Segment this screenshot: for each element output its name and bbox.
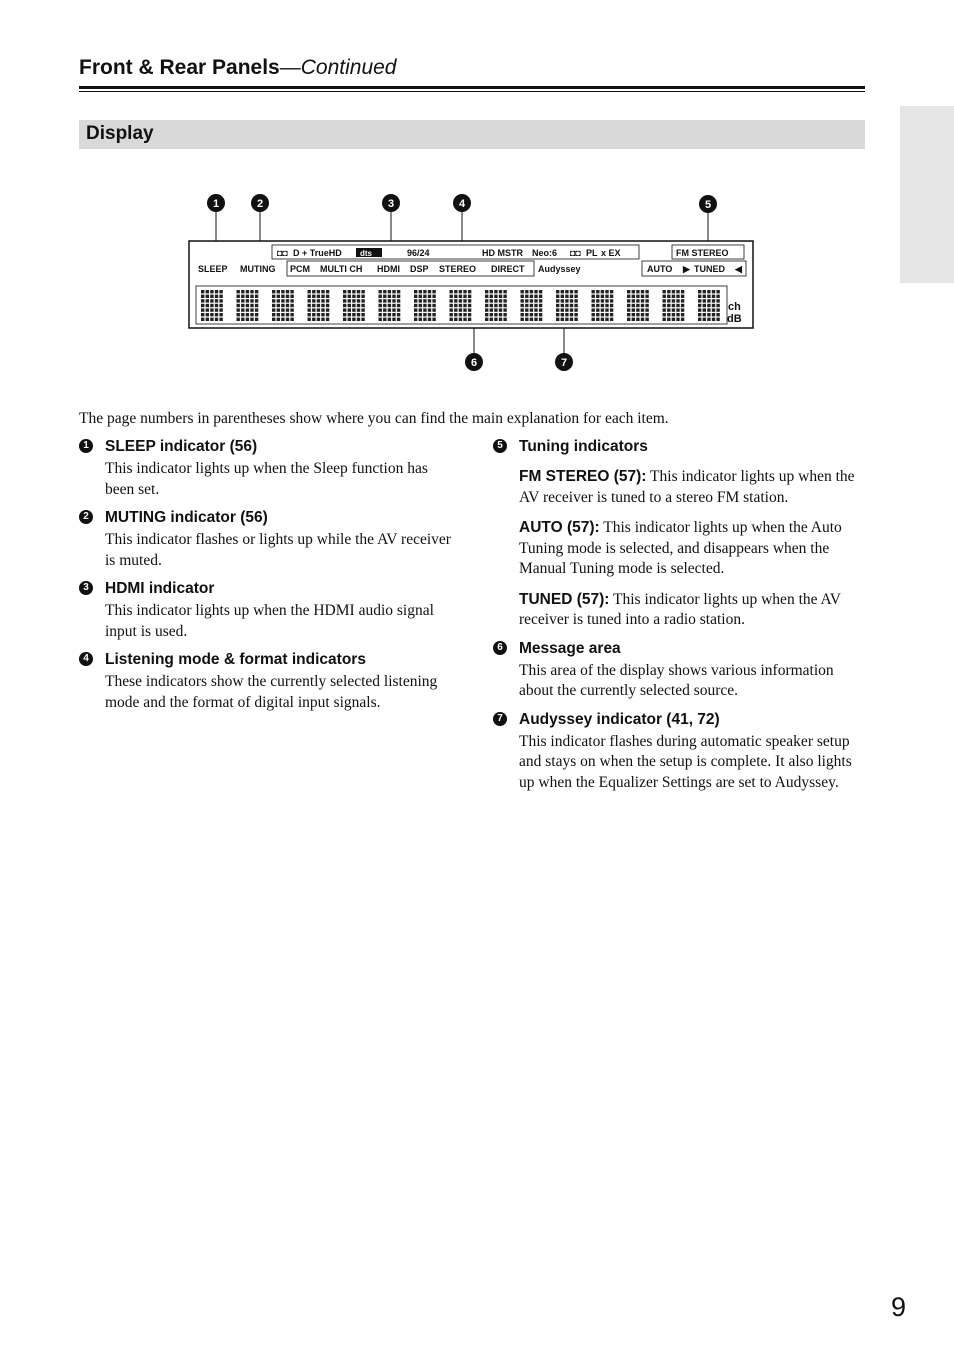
item-number-badge: 7: [493, 712, 507, 726]
svg-text:1: 1: [212, 198, 220, 210]
callout-3: [382, 194, 400, 212]
callout-7: [555, 353, 573, 371]
intro-text: The page numbers in parentheses show where you can find the main explanation for each item.: [79, 410, 669, 427]
dot-matrix-char-cell: [521, 290, 543, 321]
muting-label: MUTING: [240, 264, 276, 274]
tuned-right-arrow: ◀: [735, 264, 742, 274]
dsp-label: DSP: [410, 264, 429, 274]
left-column: [79, 437, 454, 721]
dot-matrix-char-cell: [556, 290, 578, 321]
svg-text:2: 2: [256, 198, 264, 210]
item-sleep: [79, 437, 454, 500]
callout-4: [453, 194, 471, 212]
pl-label: PL: [586, 248, 598, 258]
dot-matrix-char-cell: [272, 290, 294, 321]
dot-matrix-char-cell: [592, 290, 614, 321]
auto-label: AUTO: [647, 264, 673, 274]
item-message-area: [493, 639, 865, 702]
dolby-pl-logo-mark: ◘◘: [570, 248, 581, 258]
item-number-badge: 4: [79, 652, 93, 666]
tuned-left-arrow: ▶: [683, 264, 690, 274]
item-audyssey: [493, 710, 865, 794]
side-tab: [900, 106, 954, 283]
item-title: Listening mode & format indicators: [105, 651, 366, 668]
callout-6: [465, 353, 483, 371]
item-title: Tuning indicators: [519, 438, 648, 455]
dot-matrix-char-cell: [237, 290, 259, 321]
hd-mstr-label: HD MSTR: [482, 248, 523, 258]
item-title: HDMI indicator: [105, 580, 215, 597]
item-title: Audyssey indicator (41, 72): [519, 710, 720, 728]
dolby-logo-mark: ◘◘: [277, 248, 288, 258]
sleep-label: SLEEP: [198, 264, 228, 274]
dts-logo: dts: [360, 249, 372, 258]
item-number-badge: 5: [493, 439, 507, 453]
callout-5: [699, 195, 717, 213]
right-column: [493, 437, 865, 801]
display-diagram: [180, 186, 760, 382]
sub-fm-stereo: FM STEREO (57): This indicator lights up when the AV receiver is tuned to a stereo FM station.: [519, 468, 855, 506]
item-number-badge: 6: [493, 641, 507, 655]
sub-tuned: TUNED (57): This indicator lights up when the AV receiver is tuned into a radio station.: [519, 590, 841, 628]
item-body: This indicator flashes during automatic speaker setup and stays on when the setup is complete. It also lights up when the Equalizer Settings are set to Audyssey.: [519, 732, 852, 791]
section-title: Display: [86, 123, 154, 144]
pcm-label: PCM: [290, 264, 310, 274]
header-rule-thin: [79, 91, 865, 92]
ch-unit-label: ch: [728, 301, 741, 313]
svg-text:7: 7: [560, 357, 568, 369]
direct-label: DIRECT: [491, 264, 525, 274]
dot-matrix-char-cell: [414, 290, 436, 321]
svg-text:3: 3: [387, 198, 395, 210]
x-ex-label: x EX: [601, 248, 621, 258]
item-title: SLEEP indicator (56): [105, 438, 258, 455]
item-title: MUTING indicator (56): [105, 509, 268, 526]
item-number-badge: 2: [79, 510, 93, 524]
item-body: These indicators show the currently selected listening mode and the format of digital input signals.: [105, 673, 438, 711]
callout-2: [251, 194, 269, 212]
neo6-label: Neo:6: [532, 248, 558, 258]
page-header-title: Front & Rear Panels—Continued: [79, 56, 397, 79]
dot-matrix-char-cell: [450, 290, 472, 321]
item-muting: [79, 508, 454, 571]
hdmi-label: HDMI: [377, 264, 400, 274]
fm-stereo-label: FM STEREO: [676, 248, 729, 258]
svg-text:5: 5: [704, 199, 712, 211]
item-title: Message area: [519, 639, 621, 657]
sub-auto: AUTO (57): This indicator lights up when the Auto Tuning mode is selected, and disappears when the Manual Tuning mode is selected.: [519, 519, 842, 577]
header-rule-thick: [79, 86, 865, 89]
item-body: This area of the display shows various information about the currently selected source.: [519, 661, 834, 699]
callout-1: [207, 194, 225, 212]
svg-text:4: 4: [458, 198, 466, 210]
svg-text:6: 6: [470, 357, 478, 369]
item-listening-mode: [79, 650, 454, 713]
dot-matrix-char-cell: [663, 290, 685, 321]
item-body: This indicator lights up when the HDMI audio signal input is used.: [105, 602, 434, 640]
item-number-badge: 3: [79, 581, 93, 595]
item-tuning: [493, 437, 865, 631]
audyssey-label: Audyssey: [538, 264, 581, 274]
item-body: This indicator flashes or lights up while the AV receiver is muted.: [105, 531, 451, 569]
dot-matrix-char-cell: [308, 290, 330, 321]
tuned-label: TUNED: [694, 264, 725, 274]
item-body: This indicator lights up when the Sleep function has been set.: [105, 460, 428, 498]
item-number-badge: 1: [79, 439, 93, 453]
stereo-label: STEREO: [439, 264, 477, 274]
dot-matrix-char-cell: [698, 290, 720, 321]
truehd-label: D + TrueHD: [293, 248, 342, 258]
dot-matrix-char-cell: [201, 290, 223, 321]
dot-matrix-char-cell: [627, 290, 649, 321]
dot-matrix-char-cell: [343, 290, 365, 321]
db-unit-label: dB: [727, 313, 742, 325]
section-bar: [79, 120, 865, 149]
dot-matrix-char-cell: [379, 290, 401, 321]
multi-ch-label: MULTI CH: [320, 264, 363, 274]
page-number: 9: [891, 1292, 907, 1322]
96-24-label: 96/24: [407, 248, 430, 258]
item-hdmi: [79, 579, 454, 642]
dot-matrix-char-cell: [485, 290, 507, 321]
